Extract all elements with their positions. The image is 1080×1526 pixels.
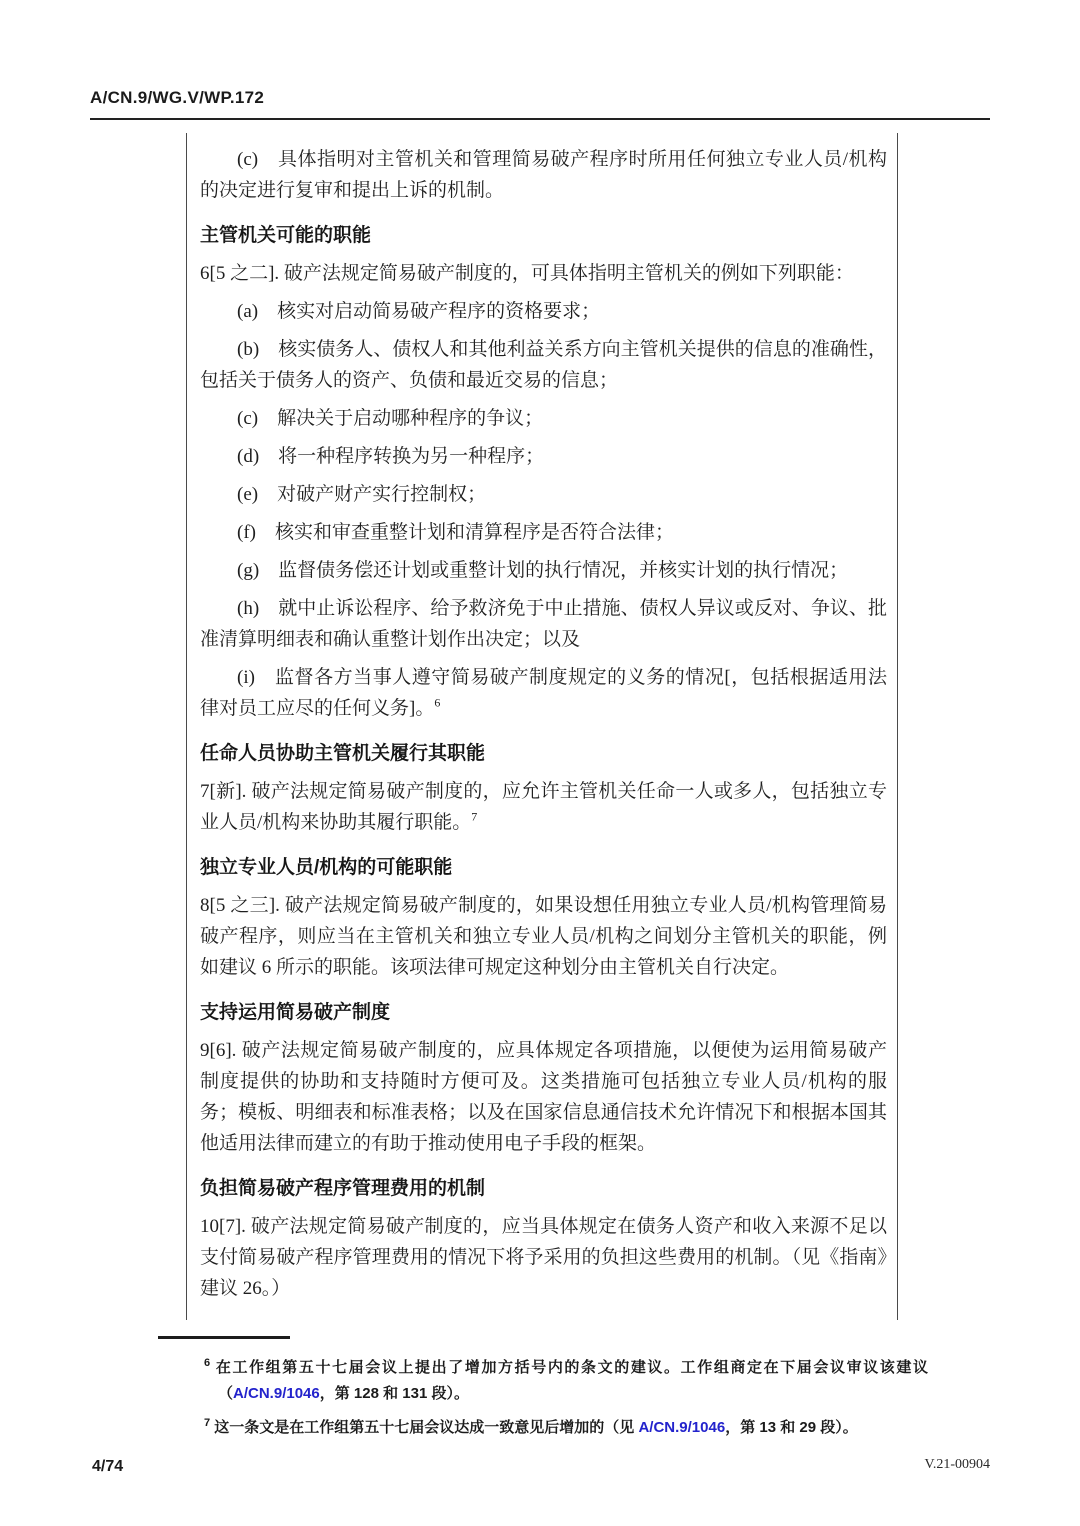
paragraph: 10[7]. 破产法规定简易破产制度的，应当具体规定在债务人资产和收入来源不足以支付简易破产程序管理费用的情况下将予采用的负担这些费用的机制。（见《指南》建议 26。）: [200, 1216, 887, 1299]
footnote: $^7$ 这一条文是在工作组第五十七届会议达成一致意见后增加的（见 A/CN.9/1046，第 13 和 29 段）。: [204, 1417, 858, 1436]
footnote-number: 6: [204, 1357, 211, 1369]
footnote-reference: 7: [471, 809, 478, 824]
paragraph: 9[6]. 破产法规定简易破产制度的，应具体规定各项措施，以便使为运用简易破产制度提供的协助和支持随时方便可及。这类措施可包括独立专业人员/机构的服务；模板、明细表和标准表格；以及在国家信息通信技术允许情况下和根据本国其他适用法律而建立的有助于推动使用电子手段的框架。: [200, 1040, 887, 1154]
footnote: $^6$ 在工作组第五十七届会议上提出了增加方括号内的条文的建议。工作组商定在下届会议审议该建议（A/CN.9/1046，第 128 和 131 段）。: [204, 1357, 928, 1402]
list-item: (h) 就中止诉讼程序、给予救济免于中止措施、债权人异议或反对、争议、批准清算明细表和确认重整计划作出决定；以及: [200, 598, 887, 650]
list-item: (c) 具体指明对主管机关和管理简易破产程序时所用任何独立专业人员/机构的决定进行复审和提出上诉的机制。: [200, 149, 887, 201]
list-item: (d) 将一种程序转换为另一种程序；: [237, 446, 545, 467]
footnote-reference: 6: [434, 695, 441, 710]
list-item: (e) 对破产财产实行控制权；: [237, 484, 487, 505]
document-symbol: A/CN.9/WG.V/WP.172: [90, 88, 265, 107]
section-heading: 负担简易破产程序管理费用的机制: [200, 1178, 486, 1199]
page-number: 4/74: [92, 1458, 124, 1475]
list-item: (c) 解决关于启动哪种程序的争议；: [237, 408, 544, 429]
section-heading: 支持运用简易破产制度: [200, 1002, 391, 1023]
header-rule: [90, 118, 990, 120]
document-link[interactable]: A/CN.9/1046: [638, 1419, 726, 1436]
document-id: V.21-00904: [924, 1457, 990, 1472]
section-heading: 任命人员协助主管机关履行其职能: [200, 743, 486, 764]
document-body: [186, 133, 898, 1320]
paragraph: 8[5 之三]. 破产法规定简易破产制度的，如果设想任用独立专业人员/机构管理简易破产程序，则应当在主管机关和独立专业人员/机构之间划分主管机关的职能，例如建议 6 所示的职能。该项法律可规定这种划分由主管机关自行决定。: [200, 895, 887, 978]
paragraph: 6[5 之二]. 破产法规定简易破产制度的，可具体指明主管机关的例如下列职能：: [200, 263, 854, 284]
footnotes-section: [186, 1350, 928, 1444]
list-item: (b) 核实债务人、债权人和其他利益关系方向主管机关提供的信息的准确性，包括关于债务人的资产、负债和最近交易的信息；: [200, 339, 887, 391]
document-link[interactable]: A/CN.9/1046: [233, 1385, 320, 1402]
section-heading: 主管机关可能的职能: [200, 225, 372, 246]
list-item: (i) 监督各方当事人遵守简易破产制度规定的义务的情况[，包括根据适用法律对员工应尽的任何义务]。$^6$: [200, 667, 887, 719]
section-heading: 独立专业人员/机构的可能职能: [200, 857, 453, 878]
list-item: (a) 核实对启动简易破产程序的资格要求；: [237, 301, 601, 322]
list-item: (f) 核实和审查重整计划和清算程序是否符合法律；: [237, 522, 674, 543]
paragraph: 7[新]. 破产法规定简易破产制度的，应允许主管机关任命一人或多人，包括独立专业人员/机构来协助其履行职能。$^7$: [200, 781, 887, 833]
footnote-separator: [158, 1336, 290, 1339]
footnote-number: 7: [204, 1417, 211, 1429]
list-item: (g) 监督债务偿还计划或重整计划的执行情况，并核实计划的执行情况；: [237, 560, 849, 581]
